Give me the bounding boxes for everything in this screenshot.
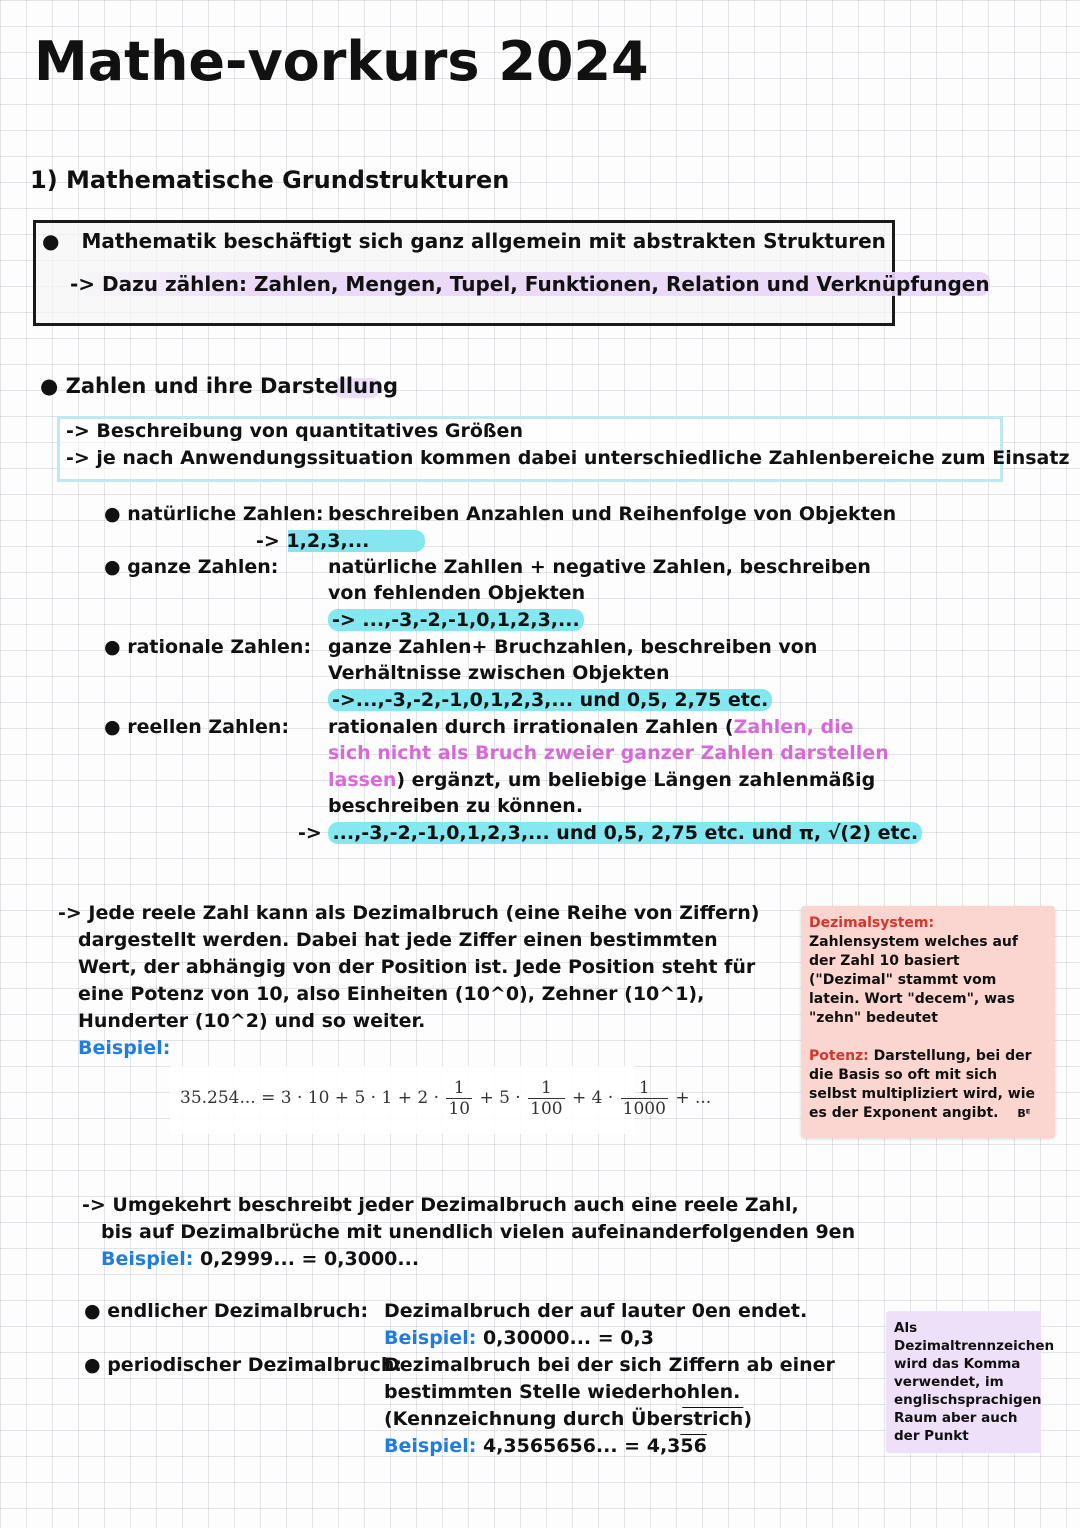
intro-line-2-text: -> Dazu zählen: Zahlen, Mengen, Tupel, Funktionen, Relation und Verknüpfungen xyxy=(70,272,990,296)
formula-term-3: + 4 · xyxy=(571,1088,614,1108)
page-title: Mathe-vorkurs 2024 xyxy=(34,30,649,93)
zahlen-info-line-2: -> je nach Anwendungssituation kommen dabei unterschiedliche Zahlenbereiche zum Einsatz xyxy=(66,447,1070,469)
real-desc-3: lassen) ergänzt, um beliebige Längen zahlenmäßig xyxy=(328,769,876,791)
bullet-icon: ● xyxy=(40,374,66,398)
intro-line-1: ● Mathematik beschäftigt sich ganz allgemein mit abstrakten Strukturen xyxy=(42,229,886,253)
periodic-desc-2: bestimmten Stelle wiederhohlen. xyxy=(384,1381,741,1403)
natural-label: ● natürliche Zahlen: xyxy=(104,503,324,525)
periodic-desc-1: Dezimalbruch bei der sich Ziffern ab einer xyxy=(384,1354,835,1376)
rational-label: ● rationale Zahlen: xyxy=(104,636,312,658)
bullet-icon: ● xyxy=(104,503,128,525)
formula-fraction-1: $\frac{1}{10}$ xyxy=(448,1078,471,1119)
decimal-example-label: Beispiel: xyxy=(78,1037,171,1059)
decimal-line-4: eine Potenz von 10, also Einheiten (10^0), Zehner (10^1), xyxy=(78,983,705,1005)
natural-desc: beschreiben Anzahlen und Reihenfolge von Objekten xyxy=(328,503,897,525)
decimal-formula xyxy=(170,1066,712,1134)
reverse-example: Beispiel: 0,2999... = 0,3000... xyxy=(101,1248,420,1270)
rational-example: ->...,-3,-2,-1,0,1,2,3,... und 0,5, 2,75 etc. xyxy=(328,689,772,711)
integer-label: ● ganze Zahlen: xyxy=(104,556,279,578)
natural-example: -> 1,2,3,... xyxy=(252,530,425,552)
reverse-line-1: -> Umgekehrt beschreibt jeder Dezimalbruch auch eine reele Zahl, xyxy=(82,1194,799,1216)
bullet-icon: ● xyxy=(104,716,128,738)
formula-end: + ... xyxy=(675,1088,712,1108)
finite-example: Beispiel: 0,30000... = 0,3 xyxy=(384,1327,654,1349)
periodic-desc-3: (Kennzeichnung durch Überstrich) xyxy=(384,1408,753,1430)
decimal-line-2: dargestellt werden. Dabei hat jede Ziffer einen bestimmten xyxy=(78,929,718,951)
zahlen-info-line-1: -> Beschreibung von quantitatives Größen xyxy=(66,420,523,442)
real-desc-4: beschreiben zu können. xyxy=(328,795,584,817)
reverse-line-2: bis auf Dezimalbrüche mit unendlich vielen aufeinanderfolgenden 9en xyxy=(101,1221,856,1243)
formula-term-2: + 5 · xyxy=(479,1088,521,1108)
real-example: -> ...,-3,-2,-1,0,1,2,3,... und 0,5, 2,75 etc. und π, √(2) etc. xyxy=(298,822,922,844)
real-label: ● reellen Zahlen: xyxy=(104,716,290,738)
intro-line-2 xyxy=(70,272,990,296)
section-heading-zahlen: ● Zahlen und ihre Darstellung xyxy=(40,374,399,398)
integer-example: -> ...,-3,-2,-1,0,1,2,3,... xyxy=(328,609,584,631)
power-symbol: Bᴱ xyxy=(1017,1107,1031,1120)
section-heading-grundstrukturen: 1) Mathematische Grundstrukturen xyxy=(30,166,510,194)
bullet-icon: ● xyxy=(42,229,60,253)
decimal-line-5: Hunderter (10^2) und so weiter. xyxy=(78,1010,426,1032)
rational-desc-1: ganze Zahlen+ Bruchzahlen, beschreiben von xyxy=(328,636,818,658)
formula-fraction-2: $\frac{1}{100}$ xyxy=(530,1078,563,1119)
real-desc-1: rationalen durch irrationalen Zahlen (Zahlen, die xyxy=(328,716,854,738)
bullet-icon: ● xyxy=(104,636,128,658)
finite-label: ● endlicher Dezimalbruch: xyxy=(84,1300,369,1322)
periodic-example: Beispiel: 4,3565656... = 4,356 xyxy=(384,1435,707,1457)
bullet-icon: ● xyxy=(104,556,128,578)
integer-desc-1: natürliche Zahllen + negative Zahlen, beschreiben xyxy=(328,556,871,578)
decimal-line-1: -> Jede reele Zahl kann als Dezimalbruch (eine Reihe von Ziffern) xyxy=(58,902,760,924)
sticky-note-dezimalsystem xyxy=(801,906,1055,1138)
sticky-note-dezimaltrennzeichen: Als Dezimaltrennzeichen wird das Komma verwendet, im englischsprachigen Raum aber auch der Punkt xyxy=(886,1311,1041,1453)
note-potenz-text: Potenz: Darstellung, bei der die Basis so oft mit sich selbst multipliziert wird, wie es der Exponent angibt. Bᴱ xyxy=(809,1048,1036,1121)
rational-desc-2: Verhältnisse zwischen Objekten xyxy=(328,662,670,684)
integer-desc-2: von fehlenden Objekten xyxy=(328,582,586,604)
note-dezimalsystem-text: Dezimalsystem: Zahlensystem welches auf der Zahl 10 basiert ("Dezimal" stammt vom latein. Wort "decem", was "zehn" bedeutet xyxy=(809,915,1018,1026)
bullet-icon: ● xyxy=(84,1300,108,1322)
real-desc-2: sich nicht als Bruch zweier ganzer Zahlen darstellen xyxy=(328,742,889,764)
decimal-line-3: Wert, der abhängig von der Position ist. Jede Position steht für xyxy=(78,956,756,978)
formula-fraction-3: $\frac{1}{1000}$ xyxy=(622,1078,666,1119)
periodic-label: ● periodischer Dezimalbruch: xyxy=(84,1354,402,1376)
formula-lhs: 35.254... = 3 · 10 + 5 · 1 + 2 · xyxy=(180,1088,439,1108)
bullet-icon: ● xyxy=(84,1354,108,1376)
finite-desc: Dezimalbruch der auf lauter 0en endet. xyxy=(384,1300,808,1322)
